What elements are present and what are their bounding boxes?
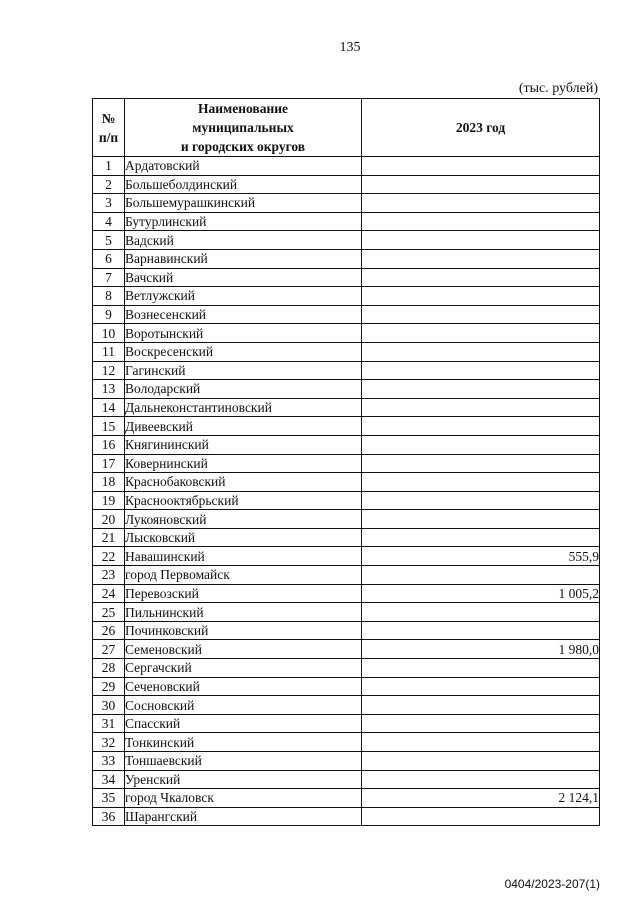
row-name: Сосновский: [125, 696, 362, 715]
row-number: 22: [93, 547, 125, 566]
units-label: (тыс. рублей): [518, 81, 598, 96]
table-header-row: [93, 99, 600, 157]
row-value: [362, 324, 600, 343]
row-number: 28: [93, 659, 125, 678]
row-value: [362, 231, 600, 250]
row-number: 34: [93, 770, 125, 789]
table-row: [93, 510, 600, 529]
row-number: 26: [93, 621, 125, 640]
row-name: Краснобаковский: [125, 473, 362, 492]
header-number: [93, 99, 125, 157]
row-value: [362, 287, 600, 306]
table-row: [93, 361, 600, 380]
row-name: Лысковский: [125, 528, 362, 547]
row-name: Уренский: [125, 770, 362, 789]
allocation-table: [92, 98, 600, 826]
table-row: [93, 380, 600, 399]
table-row: [93, 696, 600, 715]
row-name: Сергачский: [125, 659, 362, 678]
row-value: [362, 770, 600, 789]
row-number: 13: [93, 380, 125, 399]
row-value: [362, 157, 600, 176]
row-value: [362, 621, 600, 640]
row-name: Воротынский: [125, 324, 362, 343]
table-row: [93, 714, 600, 733]
row-name: Воскресенский: [125, 342, 362, 361]
row-name: Вознесенский: [125, 305, 362, 324]
table-row: [93, 454, 600, 473]
table-row: [93, 528, 600, 547]
row-value: [362, 361, 600, 380]
row-value: 1 005,2: [362, 584, 600, 603]
row-value: [362, 752, 600, 771]
table-row: [93, 268, 600, 287]
table-body: [93, 157, 600, 826]
row-number: 10: [93, 324, 125, 343]
row-number: 12: [93, 361, 125, 380]
row-value: 2 124,1: [362, 789, 600, 808]
row-number: 8: [93, 287, 125, 306]
row-value: [362, 268, 600, 287]
row-number: 19: [93, 491, 125, 510]
row-value: [362, 659, 600, 678]
row-name: Ветлужский: [125, 287, 362, 306]
header-year: 2023 год: [362, 99, 600, 157]
table-row: [93, 770, 600, 789]
row-name: Пильнинский: [125, 603, 362, 622]
row-number: 18: [93, 473, 125, 492]
row-name: Большеболдинский: [125, 175, 362, 194]
row-number: 17: [93, 454, 125, 473]
row-name: Перевозский: [125, 584, 362, 603]
row-name: Ковернинский: [125, 454, 362, 473]
table-row: [93, 807, 600, 826]
row-value: [362, 714, 600, 733]
row-number: 23: [93, 566, 125, 585]
row-number: 14: [93, 398, 125, 417]
row-number: 32: [93, 733, 125, 752]
row-value: [362, 510, 600, 529]
row-value: [362, 175, 600, 194]
table-row: [93, 231, 600, 250]
row-number: 6: [93, 249, 125, 268]
row-number: 5: [93, 231, 125, 250]
row-name: Ардатовский: [125, 157, 362, 176]
row-value: [362, 603, 600, 622]
row-number: 2: [93, 175, 125, 194]
row-name: Дальнеконстантиновский: [125, 398, 362, 417]
row-value: 555,9: [362, 547, 600, 566]
row-number: 29: [93, 677, 125, 696]
row-name: Шарангский: [125, 807, 362, 826]
row-number: 24: [93, 584, 125, 603]
table-row: [93, 157, 600, 176]
row-name: Спасский: [125, 714, 362, 733]
table-row: [93, 603, 600, 622]
row-number: 16: [93, 435, 125, 454]
row-name: Семеновский: [125, 640, 362, 659]
table-row: [93, 584, 600, 603]
row-number: 30: [93, 696, 125, 715]
table-row: [93, 621, 600, 640]
row-value: [362, 212, 600, 231]
table-row: [93, 640, 600, 659]
table-row: [93, 733, 600, 752]
row-number: 33: [93, 752, 125, 771]
row-number: 9: [93, 305, 125, 324]
table-row: [93, 324, 600, 343]
row-name: город Чкаловск: [125, 789, 362, 808]
row-value: [362, 473, 600, 492]
table-row: [93, 287, 600, 306]
row-number: 31: [93, 714, 125, 733]
row-value: [362, 305, 600, 324]
row-value: [362, 194, 600, 213]
row-value: [362, 342, 600, 361]
row-value: [362, 566, 600, 585]
header-name: [125, 99, 362, 157]
row-name: Починковский: [125, 621, 362, 640]
row-number: 21: [93, 528, 125, 547]
row-number: 1: [93, 157, 125, 176]
table-row: [93, 659, 600, 678]
table-row: [93, 435, 600, 454]
row-number: 35: [93, 789, 125, 808]
row-value: [362, 398, 600, 417]
row-name: Лукояновский: [125, 510, 362, 529]
row-name: Володарский: [125, 380, 362, 399]
row-number: 4: [93, 212, 125, 231]
row-name: Навашинский: [125, 547, 362, 566]
row-value: [362, 528, 600, 547]
row-name: Бутурлинский: [125, 212, 362, 231]
row-value: [362, 491, 600, 510]
row-name: Княгининский: [125, 435, 362, 454]
row-value: [362, 733, 600, 752]
row-number: 25: [93, 603, 125, 622]
table-row: [93, 305, 600, 324]
row-value: [362, 454, 600, 473]
table-row: [93, 752, 600, 771]
table-row: [93, 398, 600, 417]
document-code: 0404/2023-207(1): [504, 877, 600, 891]
row-value: [362, 380, 600, 399]
row-number: 27: [93, 640, 125, 659]
row-value: [362, 417, 600, 436]
row-name: Большемурашкинский: [125, 194, 362, 213]
row-number: 15: [93, 417, 125, 436]
row-name: Гагинский: [125, 361, 362, 380]
table-row: [93, 547, 600, 566]
table-row: [93, 212, 600, 231]
row-value: [362, 677, 600, 696]
row-name: Краснооктябрьский: [125, 491, 362, 510]
row-value: 1 980,0: [362, 640, 600, 659]
table-row: [93, 566, 600, 585]
row-name: Тоншаевский: [125, 752, 362, 771]
row-value: [362, 807, 600, 826]
table-row: [93, 789, 600, 808]
table-row: [93, 249, 600, 268]
row-name: Вадский: [125, 231, 362, 250]
row-number: 36: [93, 807, 125, 826]
row-number: 3: [93, 194, 125, 213]
row-name: Вачский: [125, 268, 362, 287]
row-name: Варнавинский: [125, 249, 362, 268]
row-number: 11: [93, 342, 125, 361]
row-name: Тонкинский: [125, 733, 362, 752]
table-row: [93, 417, 600, 436]
header-number-text: № п/п: [98, 110, 119, 145]
row-value: [362, 249, 600, 268]
row-name: Дивеевский: [125, 417, 362, 436]
row-value: [362, 435, 600, 454]
table-row: [93, 342, 600, 361]
page-number: 135: [339, 40, 361, 55]
table-row: [93, 677, 600, 696]
table-row: [93, 491, 600, 510]
row-name: Сеченовский: [125, 677, 362, 696]
row-number: 20: [93, 510, 125, 529]
row-number: 7: [93, 268, 125, 287]
table-row: [93, 473, 600, 492]
table-row: [93, 175, 600, 194]
header-name-text: Наименование муниципальных и городских округов: [180, 101, 306, 154]
row-name: город Первомайск: [125, 566, 362, 585]
row-value: [362, 696, 600, 715]
table-row: [93, 194, 600, 213]
